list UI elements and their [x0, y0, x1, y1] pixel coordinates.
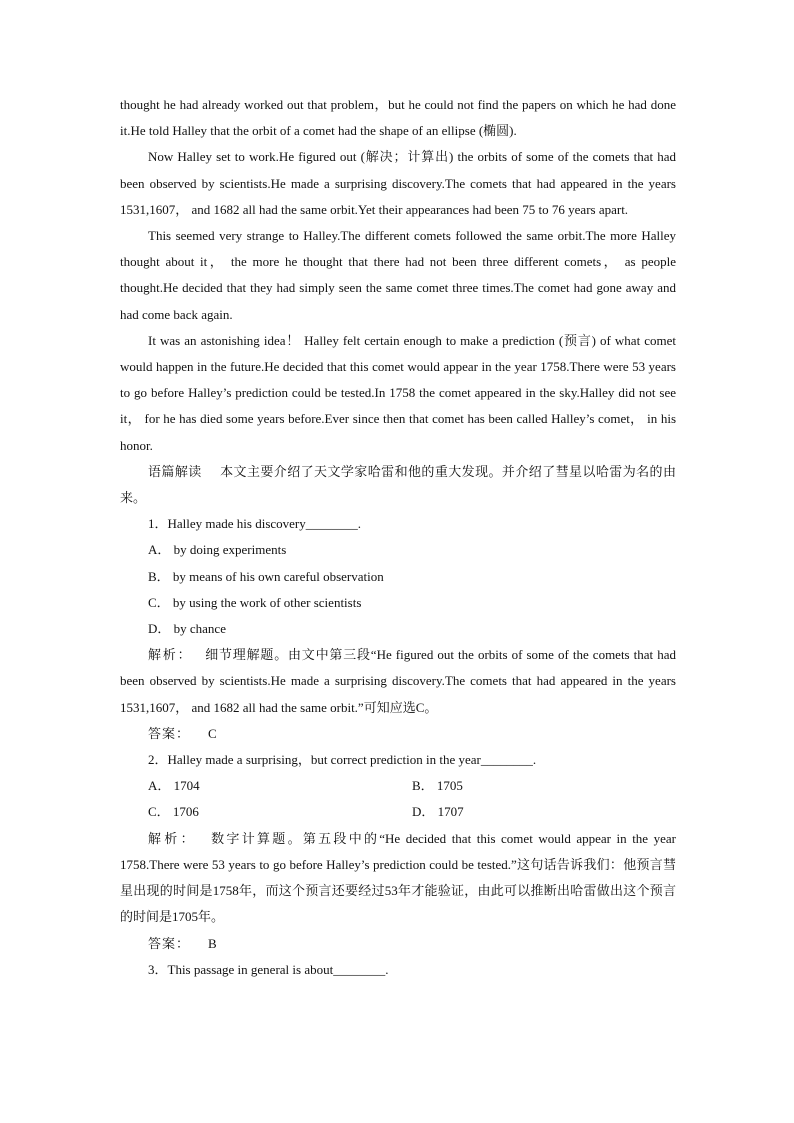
question-1-option-b: B． by means of his own careful observation — [148, 568, 384, 584]
question-1-explain-label: 解析： — [148, 647, 193, 663]
passage-paragraph-1: thought he had already worked out that problem，but he could not find the papers on which he had done it.He told Halley that the orbit of a comet had the shape of an ellipse (椭圆). — [120, 97, 676, 139]
question-1-explain-text: 细节理解题。由文中第三段“He figured out the orbits of some of the comets that had been observed by scientists.He made a surprising discovery.The comets that had appeared in the years 1531,1607， and 1682 all had the same orbit.”可知应选C。 — [120, 647, 676, 715]
analysis-text: 本文主要介绍了天文学家哈雷和他的重大发现。并介绍了彗星以哈雷为名的由来。 — [120, 463, 676, 506]
question-2-stem: 2．Halley made a surprising，but correct prediction in the year________. — [148, 752, 537, 768]
passage-paragraph-3: This seemed very strange to Halley.The different comets followed the same orbit.The more Halley thought about it， the more he thought that there had not been three different comets， as people thought.He decided that they had simply seen the same comet three times.The comet had gone away and had come back again. — [120, 228, 676, 322]
question-1-option-c: C． by using the work of other scientists — [148, 594, 362, 610]
question-2-option-b: B． 1705 — [412, 778, 463, 794]
question-3-stem: 3．This passage in general is about________. — [148, 961, 389, 977]
question-1-explanation — [120, 642, 676, 721]
question-1-option-a: A． by doing experiments — [148, 542, 287, 558]
question-2-explain-text: 数字计算题。第五段中的“He decided that this comet would appear in the year 1758.There were 53 years to go before Halley’s prediction could be tested.”这句话告诉我们：他预言彗星出现的时间是1758年，而这个预言还要经过53年才能验证，由此可以推断出哈雷做出这个预言的时间是1705年。 — [120, 830, 676, 925]
question-2-option-d: D． 1707 — [412, 804, 464, 820]
question-2-option-a: A． 1704 — [148, 778, 200, 794]
passage-analysis — [120, 459, 676, 511]
question-2-answer-label: 答案： — [148, 935, 191, 951]
question-1-answer-value: C — [208, 725, 217, 741]
passage-paragraph-4: It was an astonishing idea！ Halley felt certain enough to make a prediction (预言) of what comet would happen in the future.He decided that this comet would appear in the year 1758.There were 53 years to go before Halley’s prediction could be tested.In 1758 the comet appeared in the sky.Halley did not see it， for he has died some years before.Ever since then that comet has been called Halley’s comet， in his honor. — [120, 332, 676, 453]
question-1-answer-label: 答案： — [148, 725, 191, 741]
question-2-explanation — [120, 826, 676, 931]
question-2-option-c: C． 1706 — [148, 804, 199, 820]
question-1-answer — [120, 721, 676, 747]
question-2-options-row-2 — [120, 799, 676, 825]
document-page — [120, 92, 676, 983]
question-2-options-row-1 — [120, 773, 676, 799]
passage-paragraph-2: Now Halley set to work.He figured out (解决；计算出) the orbits of some of the comets that had been observed by scientists.He made a surprising discovery.The comets that had appeared in the years 1531,1607， and 1682 all had the same orbit.Yet their appearances had been 75 to 76 years apart. — [120, 149, 676, 217]
question-2-answer-value: B — [208, 935, 217, 951]
question-1-stem: 1．Halley made his discovery________. — [148, 516, 362, 532]
question-1-option-d: D． by chance — [148, 621, 226, 637]
question-2-explain-label: 解析： — [148, 830, 197, 846]
question-2-answer — [120, 931, 676, 957]
analysis-label: 语篇解读 — [148, 463, 202, 479]
